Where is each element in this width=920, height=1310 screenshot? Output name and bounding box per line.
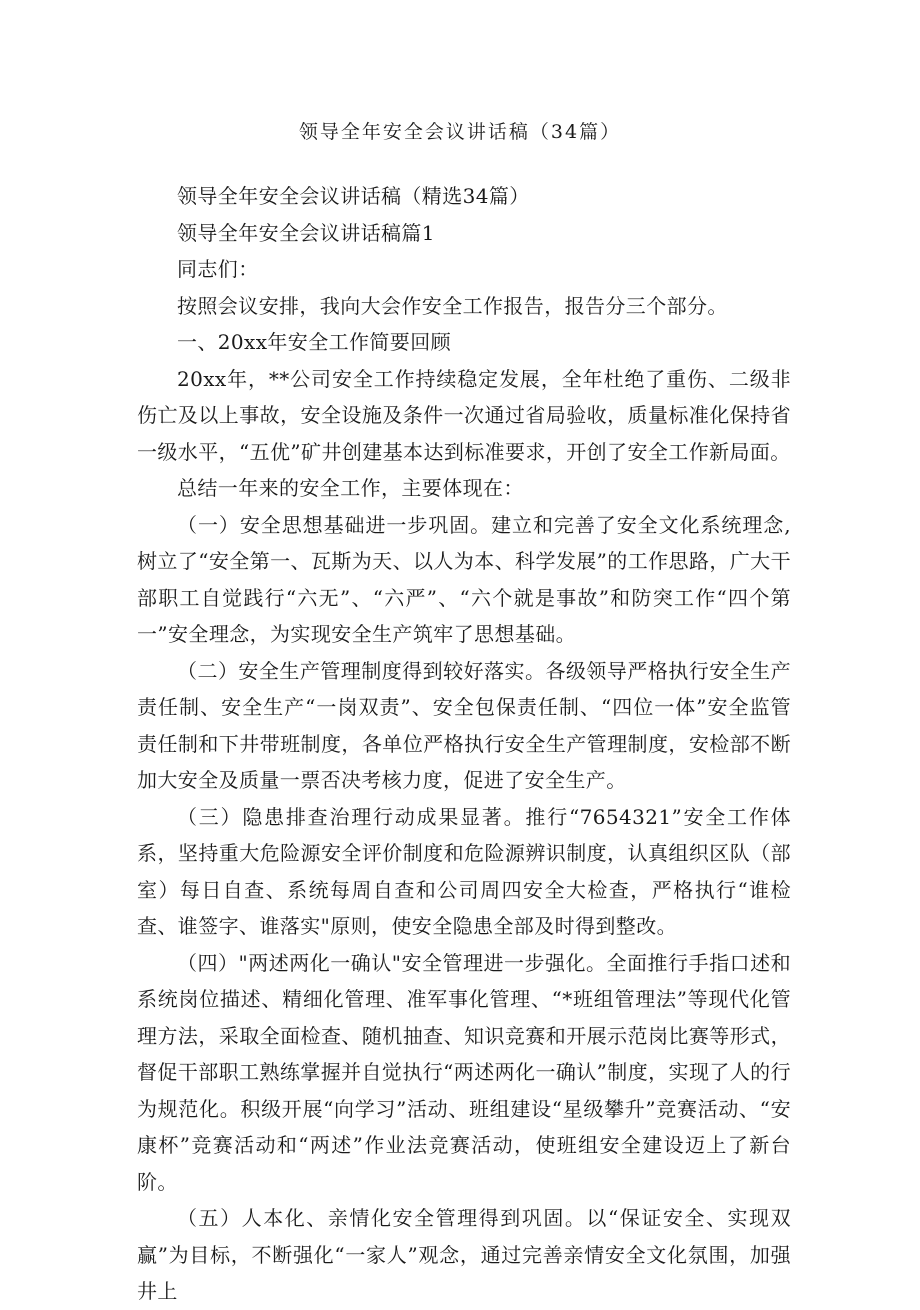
- body-paragraph: （三）隐患排查治理行动成果显著。推行“7654321”安全工作体系，坚持重大危险源安全评价制度和危险源辨识制度，认真组织区队（部室）每日自查、系统每周自查和公司周四安全大检查，严格执行“谁检查、谁签字、谁落实"原则，使安全隐患全部及时得到整改。: [137, 804, 791, 938]
- body-paragraph: （五）人本化、亲情化安全管理得到巩固。以“保证安全、实现双赢”为目标，不断强化“一家人”观念，通过完善亲情安全文化氛围，加强井上: [137, 1206, 791, 1303]
- body-paragraph: 20xx年，**公司安全工作持续稳定发展，全年杜绝了重伤、二级非伤亡及以上事故，安全设施及条件一次通过省局验收，质量标准化保持省一级水平，“五优”矿井创建基本达到标准要求，开创了安全工作新局面。: [137, 366, 791, 464]
- document-body: [137, 178, 791, 1310]
- body-paragraph: （二）安全生产管理制度得到较好落实。各级领导严格执行安全生产责任制、安全生产“一岗双责”、安全包保责任制、“四位一体”安全监管责任制和下井带班制度，各单位严格执行安全生产管理制度，安检部不断加大安全及质量一票否决考核力度，促进了安全生产。: [137, 658, 791, 792]
- salutation: 同志们：: [177, 257, 259, 281]
- body-paragraph: （一）安全思想基础进一步巩固。建立和完善了安全文化系统理念,树立了“安全第一、瓦斯为天、以人为本、科学发展”的工作思路，广大干部职工自觉践行“六无”、“六严”、“六个就是事故”和防突工作“四个第一”安全理念，为实现安全生产筑牢了思想基础。: [137, 512, 791, 646]
- section-heading: 领导全年安全会议讲话稿篇1: [177, 220, 435, 245]
- subtitle-paragraph: 领导全年安全会议讲话稿（精选34篇）: [177, 184, 530, 208]
- document-title: 领导全年安全会议讲话稿（34篇）: [298, 121, 622, 143]
- body-paragraph: （四）"两述两化一确认"安全管理进一步强化。全面推行手指口述和系统岗位描述、精细化管理、准军事化管理、“*班组管理法”等现代化管理方法，采取全面检查、随机抽查、知识竞赛和开展示范岗比赛等形式，督促干部职工熟练掌握并自觉执行“两述两化一确认”制度，实现了人的行为规范化。积级开展“向学习”活动、班组建设“星级攀升”竞赛活动、“安康杯”竞赛活动和“两述”作业法竞赛活动，使班组安全建设迈上了新台阶。: [137, 950, 791, 1194]
- body-paragraph: 总结一年来的安全工作，主要体现在：: [177, 476, 524, 500]
- body-paragraph: 按照会议安排，我向大会作安全工作报告，报告分三个部分。: [177, 293, 728, 318]
- part-heading: 一、20xx年安全工作简要回顾: [177, 330, 452, 354]
